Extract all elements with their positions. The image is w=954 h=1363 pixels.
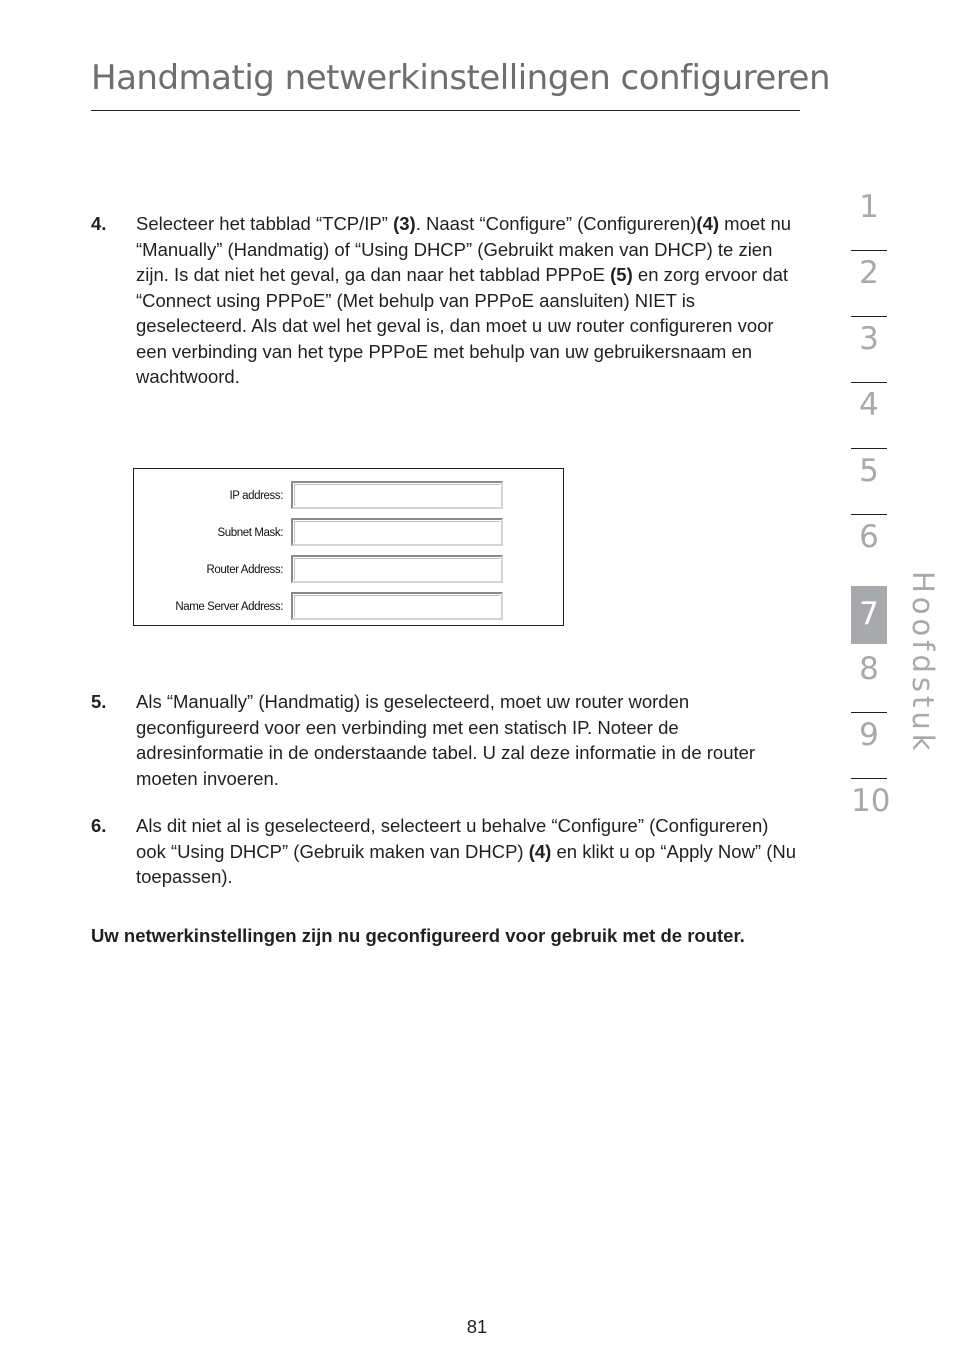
chapter-number: 6 — [859, 519, 879, 555]
subnet-mask-label: Subnet Mask: — [217, 527, 283, 539]
name-server-address-row — [134, 592, 563, 624]
chapter-item-4[interactable] — [851, 384, 887, 450]
step-text-part: Als dit niet al is geselecteerd, selecteert u behalve “Configure” (Configureren) ook “Using DHCP” (Gebruik maken van DHCP) — [136, 815, 769, 862]
chapter-number: 9 — [859, 717, 879, 753]
chapter-item-2[interactable] — [851, 252, 887, 318]
chapter-number: 4 — [859, 387, 879, 423]
chapter-number: 3 — [859, 321, 879, 357]
reference-number: (4) — [528, 840, 552, 862]
step-4 — [91, 211, 803, 390]
step-6 — [91, 813, 803, 890]
subnet-mask-row — [134, 518, 563, 550]
step-text-part: en zorg ervoor dat “Connect using PPPoE” (Met behulp van PPPoE aansluiten) NIET is geselecteerd. Als dat wel het geval is, dan moet u uw router configureren voor een verbinding van het type PPPoE met behulp van uw gebruikersnaam en wachtwoord. — [136, 264, 789, 387]
chapter-item-9[interactable] — [851, 714, 887, 780]
ip-address-label: IP address: — [229, 490, 283, 502]
ip-address-row — [134, 481, 563, 513]
step-text-part: . Naast “Configure” (Configureren) — [415, 213, 697, 234]
chapter-number: 10 — [851, 783, 891, 819]
chapter-label: Hoofdstuk — [906, 571, 940, 755]
name-server-address-field[interactable] — [291, 592, 503, 620]
chapter-number: 5 — [859, 453, 879, 489]
subnet-mask-field[interactable] — [291, 518, 503, 546]
page-title: Handmatig netwerkinstellingen configureren — [91, 58, 830, 98]
reference-number: (4) — [696, 213, 720, 234]
chapter-number: 8 — [859, 651, 879, 687]
step-text-part: moet nu “Manually” (Handmatig) of “Using DHCP” (Gebruikt maken van DHCP) te zien zijn. Is dat niet het geval, ga dan naar het tabblad PPPoE — [136, 213, 792, 285]
step-5 — [91, 689, 803, 791]
step-number: 6. — [91, 815, 107, 836]
chapter-number: 2 — [859, 255, 879, 291]
chapter-item-7-active[interactable] — [851, 586, 887, 644]
chapter-item-5[interactable] — [851, 450, 887, 516]
title-divider — [91, 110, 800, 111]
name-server-address-label: Name Server Address: — [175, 601, 283, 613]
chapter-item-3[interactable] — [851, 318, 887, 384]
step-number: 5. — [91, 691, 107, 712]
chapter-item-6[interactable] — [851, 516, 887, 582]
router-address-row — [134, 555, 563, 587]
chapter-number: 7 — [859, 596, 879, 632]
step-number: 4. — [91, 213, 107, 234]
closing-note: Uw netwerkinstellingen zijn nu geconfigureerd voor gebruik met de router. — [91, 925, 745, 946]
step-text: Als “Manually” (Handmatig) is geselecteerd, moet uw router worden geconfigureerd voor een verbinding met een statisch IP. Noteer de adresinformatie in de onderstaande tabel. U zal deze informatie in de router moeten invoeren. — [136, 691, 756, 789]
reference-number: (5) — [610, 264, 633, 285]
reference-number: (3) — [393, 213, 416, 234]
step-text — [136, 813, 803, 890]
ip-address-field[interactable] — [291, 481, 503, 509]
page-number: 81 — [466, 1316, 488, 1337]
step-text-part: Selecteer het tabblad “TCP/IP” — [136, 213, 394, 234]
chapter-item-1[interactable] — [851, 186, 887, 252]
chapter-number: 1 — [859, 189, 879, 225]
step-text — [136, 211, 803, 390]
tcp-ip-settings-screenshot — [133, 468, 564, 626]
chapter-item-8[interactable] — [851, 648, 887, 714]
step-text-part: en klikt u op “Apply Now” (Nu toepassen). — [136, 840, 797, 887]
chapter-nav — [851, 186, 891, 846]
router-address-label: Router Address: — [206, 564, 283, 576]
router-address-field[interactable] — [291, 555, 503, 583]
chapter-item-10[interactable] — [851, 780, 891, 846]
